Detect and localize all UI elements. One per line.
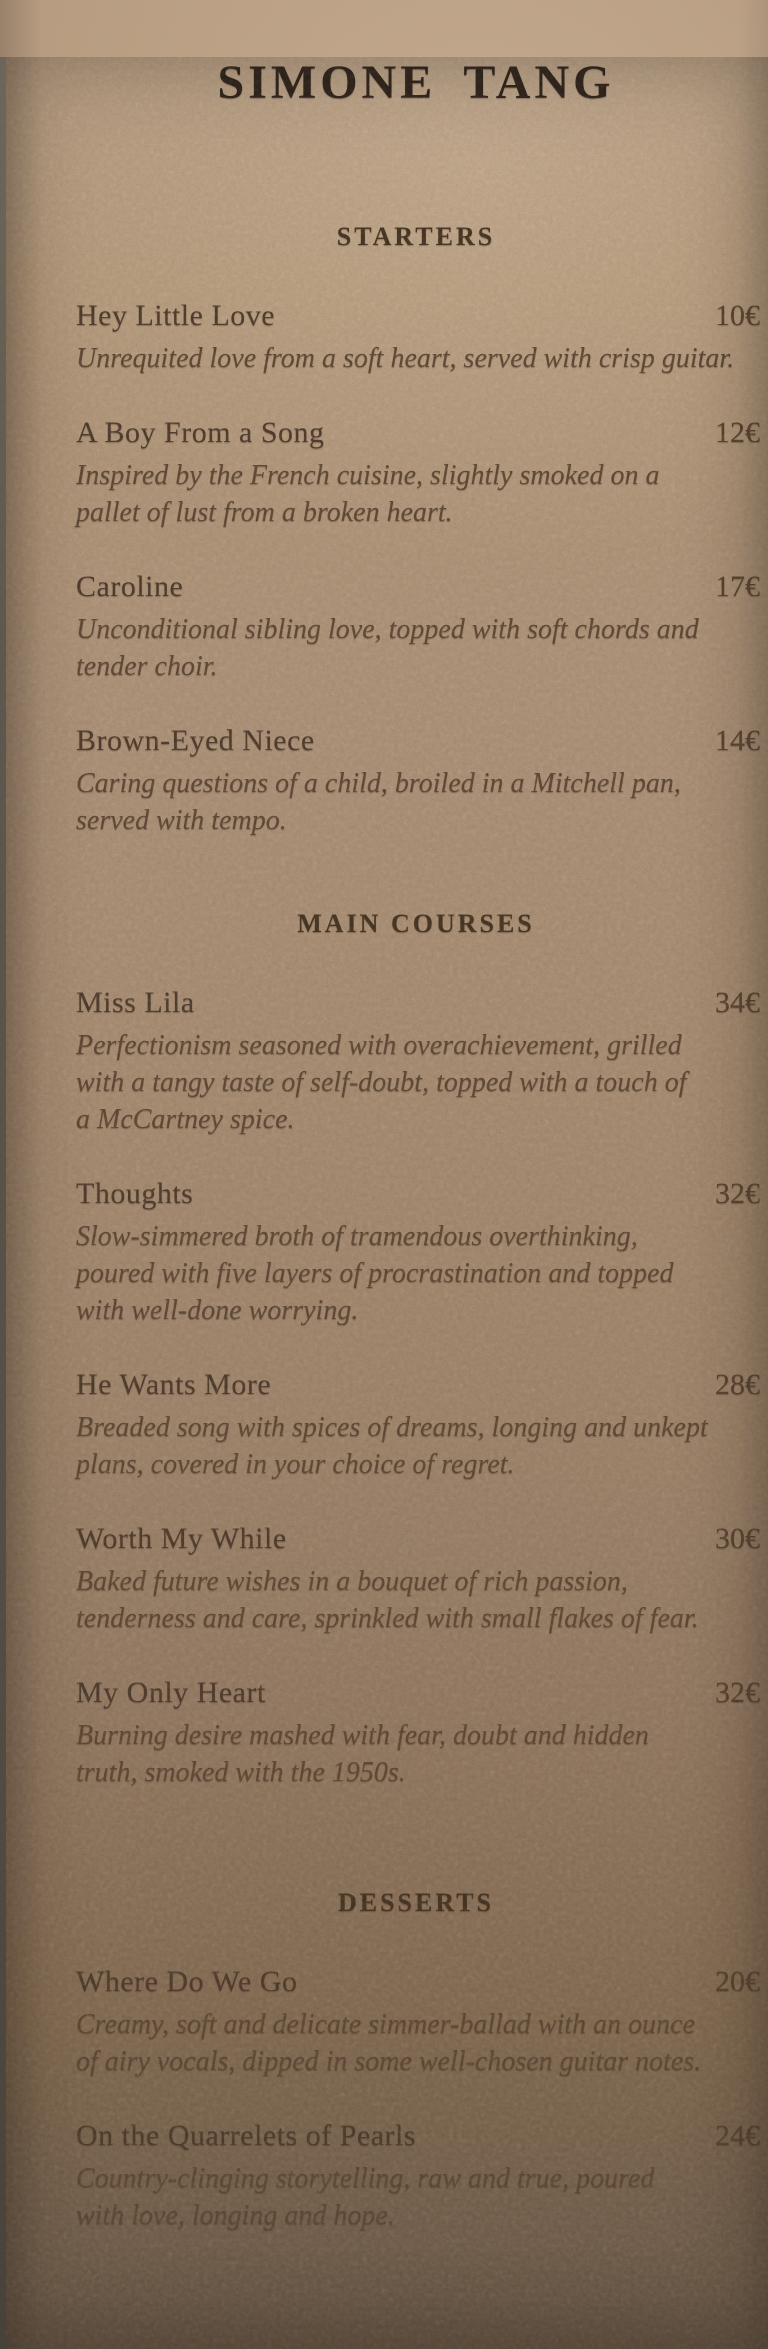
menu-item-row	[76, 1962, 760, 2002]
menu-item-description-line: Country-clinging storytelling, raw and true, poured	[76, 2163, 655, 2194]
menu-item-row	[76, 2116, 760, 2156]
menu-item-row	[76, 1365, 760, 1405]
menu-item	[76, 2116, 760, 2234]
menu-item-description-line: tenderness and care, sprinkled with small flakes of fear.	[76, 1603, 699, 1634]
menu-item-price: 28€	[715, 1368, 760, 1401]
section-heading: MAIN COURSES	[297, 909, 535, 938]
menu-item	[76, 413, 760, 531]
menu-section	[76, 909, 760, 1791]
menu-item-description-line: Slow-simmered broth of tramendous overthinking,	[76, 1221, 638, 1252]
menu-item-description-line: Baked future wishes in a bouquet of rich passion,	[76, 1566, 628, 1597]
menu-page	[0, 57, 768, 2234]
menu-item	[76, 1365, 760, 1483]
section-items	[76, 1962, 760, 2234]
menu-sections	[76, 222, 760, 2234]
menu-item-description-line: Unconditional sibling love, topped with soft chords and	[76, 614, 699, 645]
menu-item-description-line: with well-done worrying.	[76, 1295, 359, 1326]
menu-item-name: He Wants More	[76, 1368, 272, 1401]
menu-item-description-line: Caring questions of a child, broiled in a Mitchell pan,	[76, 768, 681, 799]
menu-item-description-line: Creamy, soft and delicate simmer-ballad with an ounce	[76, 2009, 695, 2040]
section-heading: STARTERS	[336, 222, 496, 251]
menu-item-description	[76, 340, 756, 377]
menu-item-description	[76, 1409, 756, 1483]
menu-item-name: Caroline	[76, 570, 184, 603]
menu-item-price: 17€	[715, 570, 760, 603]
menu-item-description	[76, 2160, 756, 2234]
menu-item-description-line: tender choir.	[76, 651, 218, 682]
menu-item-row	[76, 721, 760, 761]
menu-item	[76, 296, 760, 377]
menu-item-description-line: poured with five layers of procrastination and topped	[76, 1258, 674, 1289]
menu-item-name: My Only Heart	[76, 1676, 266, 1709]
menu-item-description-line: Perfectionism seasoned with overachievement, grilled	[76, 1030, 682, 1061]
section-heading: DESSERTS	[337, 1888, 495, 1917]
menu-item-name: A Boy From a Song	[76, 416, 325, 449]
menu-item-name: Miss Lila	[76, 986, 195, 1019]
section-items	[76, 296, 760, 839]
menu-section	[76, 222, 760, 839]
menu-item-row	[76, 413, 760, 453]
menu-item-description-line: a McCartney spice.	[76, 1104, 295, 1135]
menu-item-price: 20€	[715, 1965, 760, 1998]
menu-item-description-line: of airy vocals, dipped in some well-chosen guitar notes.	[76, 2046, 702, 2077]
menu-item-price: 34€	[715, 986, 760, 1019]
menu-item-description	[76, 765, 756, 839]
menu-item	[76, 1174, 760, 1329]
menu-item-description	[76, 1027, 756, 1138]
menu-item-description-line: with love, longing and hope.	[76, 2200, 395, 2231]
menu-item-description-line: served with tempo.	[76, 805, 287, 836]
menu-item-description-line: Breaded song with spices of dreams, longing and unkept	[76, 1412, 708, 1443]
menu-item-description	[76, 1717, 756, 1791]
menu-item-description-line: Inspired by the French cuisine, slightly smoked on a	[76, 460, 660, 491]
menu-item-description-line: plans, covered in your choice of regret.	[76, 1449, 515, 1480]
menu-item-description-line: truth, smoked with the 1950s.	[76, 1757, 406, 1788]
menu-item-description	[76, 611, 756, 685]
menu-item-description-line: Burning desire mashed with fear, doubt and hidden	[76, 1720, 649, 1751]
menu-item-description-line: Unrequited love from a soft heart, served with crisp guitar.	[76, 343, 735, 374]
menu-item	[76, 1962, 760, 2080]
menu-section	[76, 1888, 760, 2234]
menu-item-name: On the Quarrelets of Pearls	[76, 2119, 417, 2152]
photo-edge-shadow	[0, 57, 6, 2349]
menu-item-price: 14€	[715, 724, 760, 757]
menu-item-description	[76, 457, 756, 531]
menu-item-description	[76, 2006, 756, 2080]
menu-item-name: Hey Little Love	[76, 299, 276, 332]
menu-item-price: 12€	[715, 416, 760, 449]
menu-item-row	[76, 567, 760, 607]
menu-item-price: 30€	[715, 1522, 760, 1555]
menu-item-price: 10€	[715, 299, 760, 332]
menu-item-row	[76, 1519, 760, 1559]
menu-item-name: Brown-Eyed Niece	[76, 724, 315, 757]
section-items	[76, 983, 760, 1791]
menu-item-description-line: pallet of lust from a broken heart.	[76, 497, 453, 528]
menu-item-name: Worth My While	[76, 1522, 287, 1555]
menu-item	[76, 721, 760, 839]
menu-item-row	[76, 296, 760, 336]
menu-title: SIMONE TANG	[217, 56, 615, 109]
menu-item-price: 32€	[715, 1177, 760, 1210]
menu-item-name: Where Do We Go	[76, 1965, 298, 1998]
menu-item-row	[76, 1174, 760, 1214]
menu-item-description	[76, 1563, 756, 1637]
menu-item	[76, 567, 760, 685]
menu-item	[76, 983, 760, 1138]
menu-item	[76, 1519, 760, 1637]
menu-item-row	[76, 983, 760, 1023]
menu-item-name: Thoughts	[76, 1177, 194, 1210]
menu-item-price: 24€	[715, 2119, 760, 2152]
menu-item-description-line: with a tangy taste of self-doubt, topped with a touch of	[76, 1067, 687, 1098]
menu-item-row	[76, 1673, 760, 1713]
menu-item	[76, 1673, 760, 1791]
menu-item-price: 32€	[715, 1676, 760, 1709]
menu-item-description	[76, 1218, 756, 1329]
